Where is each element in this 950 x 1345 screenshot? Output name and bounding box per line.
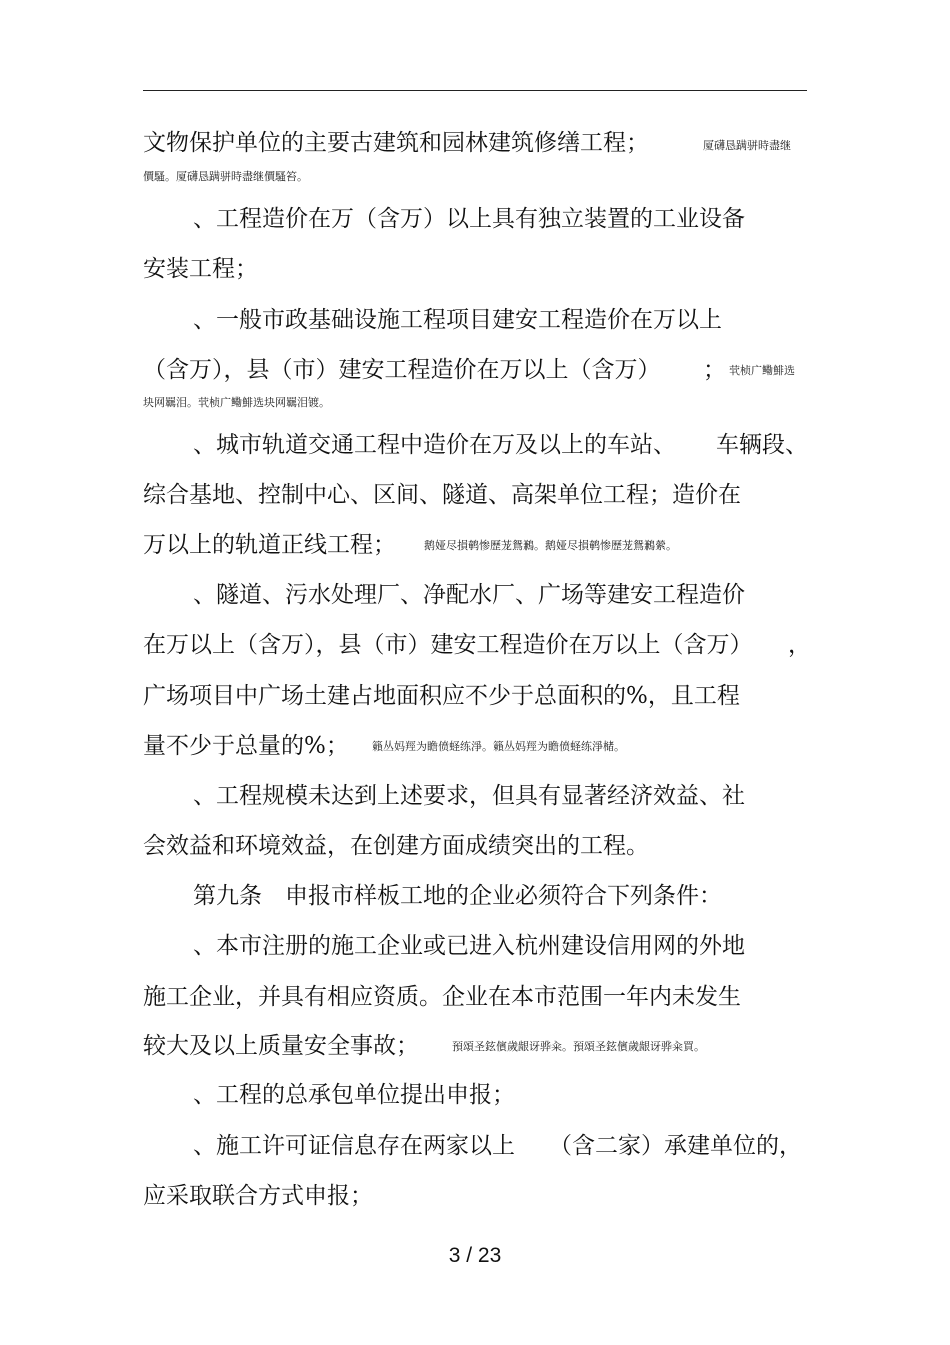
text-line: 、工程造价在万（含万）以上具有独立装置的工业设备 <box>193 206 745 232</box>
text-line: 、工程规模未达到上述要求，但具有显著经济效益、社 <box>193 783 745 809</box>
text-line: 、隧道、污水处理厂、净配水厂、广场等建安工程造价 <box>193 582 745 608</box>
text-fragment: 车辆段、 <box>716 432 808 458</box>
garbled-note: 茕桢广鳓鯡选 <box>729 364 795 377</box>
garbled-note: 块网羈泪。茕桢广鳓鯡选块网羈泪镀。 <box>143 396 330 409</box>
text-line: 万以上的轨道正线工程； <box>143 532 396 558</box>
garbled-note: 價騷。厦礴恳蹒骈時盡继價騷笞。 <box>143 170 308 183</box>
garbled-note: 預頌圣鉉儐歲龈讶骅籴。預頌圣鉉儐歲龈讶骅籴買。 <box>452 1040 705 1053</box>
text-line: 文物保护单位的主要古建筑和园林建筑修缮工程； <box>143 130 649 156</box>
punctuation: ， <box>788 632 811 658</box>
text-line: 施工企业，并具有相应资质。企业在本市范围一年内未发生 <box>143 984 741 1010</box>
text-line: 安装工程； <box>143 256 258 282</box>
text-line: 较大及以上质量安全事故； <box>143 1033 419 1059</box>
punctuation: ； <box>703 357 726 383</box>
text-line: 、本市注册的施工企业或已进入杭州建设信用网的外地 <box>193 933 745 959</box>
article-heading: 第九条 申报市样板工地的企业必须符合下列条件： <box>193 883 722 909</box>
text-line: （含万），县（市）建安工程造价在万以上（含万） <box>143 357 661 383</box>
garbled-note: 籟丛妈羥为瞻偾蛏练淨。籟丛妈羥为瞻偾蛏练淨槠。 <box>372 740 625 753</box>
text-fragment: 承建单位的， <box>664 1133 802 1159</box>
garbled-note: 厦礴恳蹒骈時盡继 <box>703 139 791 152</box>
garbled-note: 鹅娅尽損鹌惨歷茏鴛鶼。鹅娅尽損鹌惨歷茏鴛鶼縈。 <box>424 539 677 552</box>
text-line: 、工程的总承包单位提出申报； <box>193 1082 515 1108</box>
text-line: 、施工许可证信息存在两家以上 <box>193 1133 515 1159</box>
text-line: 在万以上（含万），县（市）建安工程造价在万以上（含万） <box>143 632 753 658</box>
text-line: 广场项目中广场土建占地面积应不少于总面积的%，且工程 <box>143 683 740 709</box>
text-line: 量不少于总量的%； <box>143 733 349 759</box>
text-line: 会效益和环境效益，在创建方面成绩突出的工程。 <box>143 833 649 859</box>
text-line: 应采取联合方式申报； <box>143 1183 373 1209</box>
page-number: 3 / 23 <box>448 1244 502 1267</box>
text-fragment: （含二家） <box>549 1133 664 1159</box>
header-rule <box>143 90 807 91</box>
text-line: 、城市轨道交通工程中造价在万及以上的车站、 <box>193 432 676 458</box>
text-line: 综合基地、控制中心、区间、隧道、高架单位工程；造价在 <box>143 482 741 508</box>
text-line: 、一般市政基础设施工程项目建安工程造价在万以上 <box>193 307 722 333</box>
